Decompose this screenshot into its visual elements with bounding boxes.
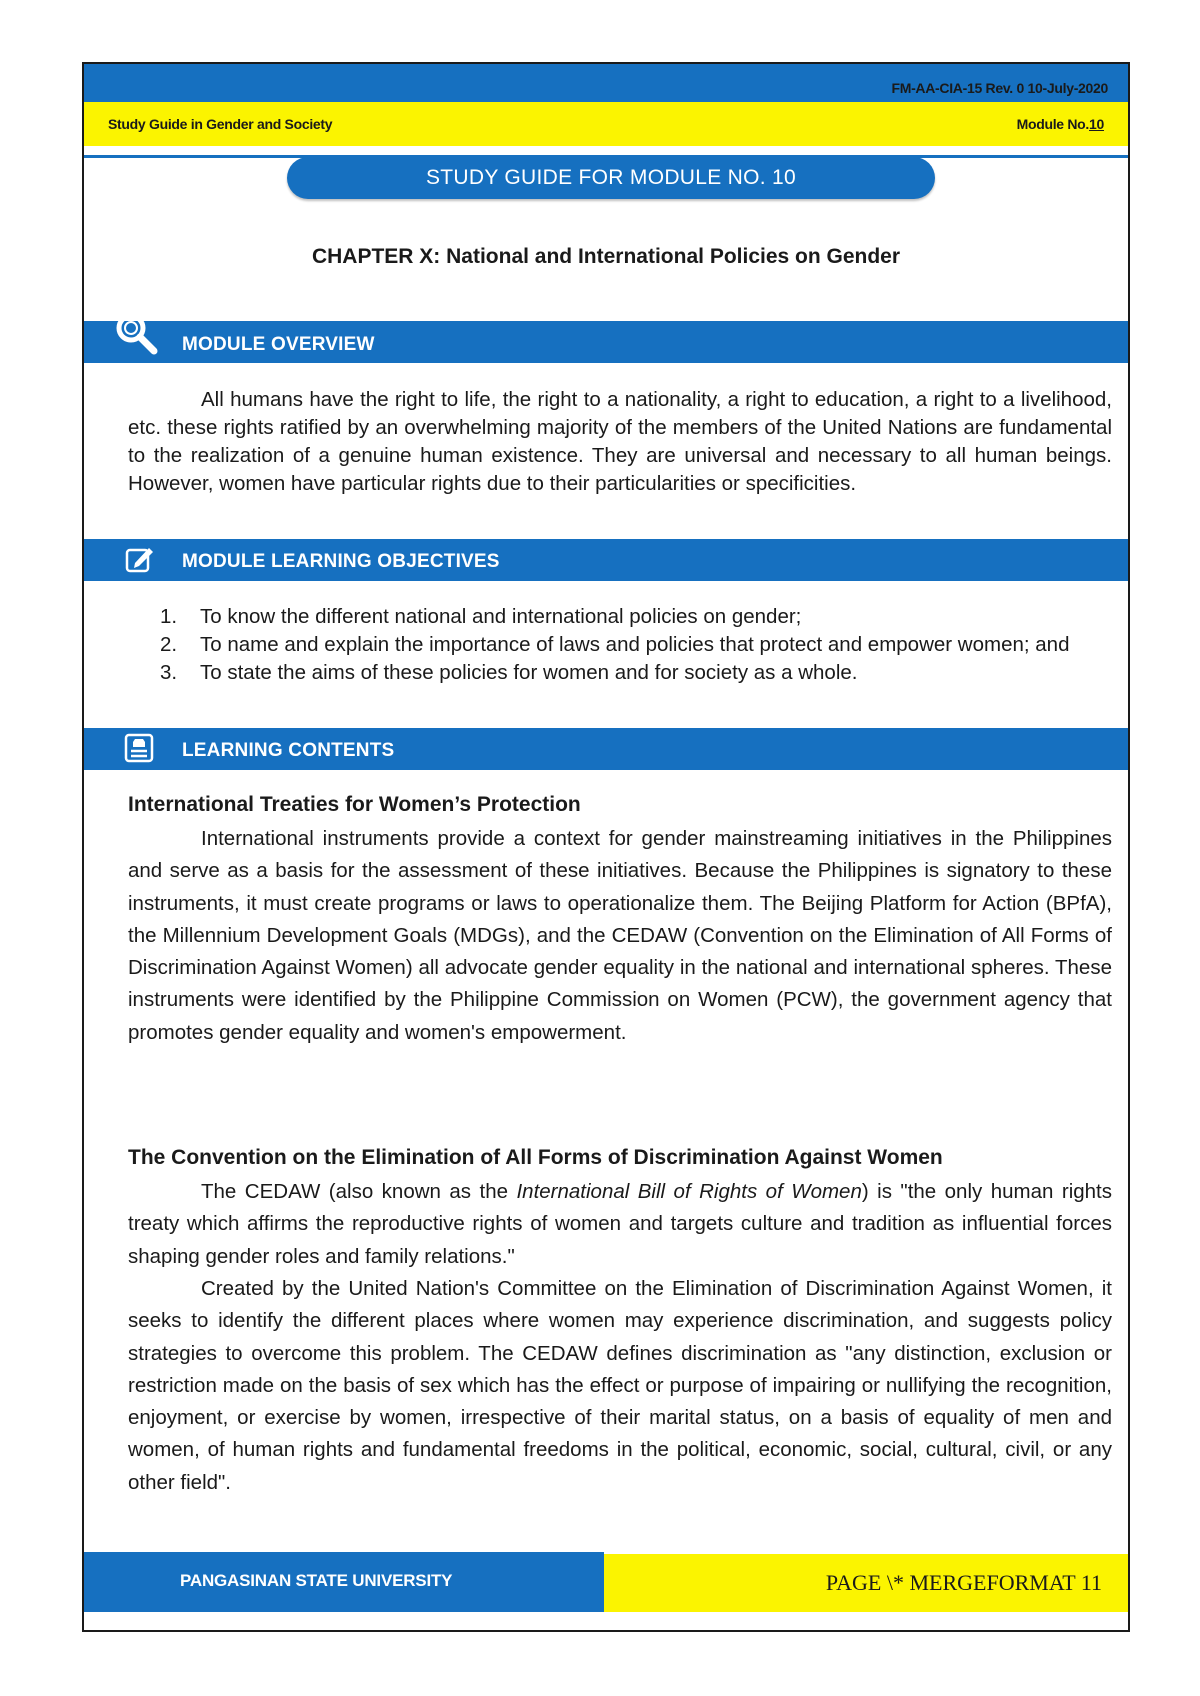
footer-university: PANGASINAN STATE UNIVERSITY: [180, 1571, 453, 1590]
section2-paragraph2: Created by the United Nation's Committee on the Elimination of Discrimination Against Women, it seeks to identify the different places where women may experience discrimination, and suggests policy strategies to overcome this problem. The CEDAW defines discrimination as "any distinction, exclusion or restriction made on the basis of sex which has the effect or purpose of impairing or nullifying the recognition, enjoyment, or exercise by women, irrespective of their marital status, on a basis of equality of men and women, of human rights and fundamental freedoms in the political, economic, social, cultural, civil, or any other field".: [128, 1277, 1112, 1494]
list-item: 2. To name and explain the importance of laws and policies that protect and empower women; and: [160, 633, 1070, 656]
module-number: [1017, 116, 1104, 132]
page-title: STUDY GUIDE FOR MODULE NO. 10: [287, 157, 935, 199]
magnifier-icon: [114, 311, 158, 359]
section1-text: International instruments provide a context for gender mainstreaming initiatives in the Philippines and serve as a basis for the assessment of these initiatives. Because the Philippines is signatory to these instruments, it must create programs or laws to operationalize them. The Beijing Platform for Action (BPfA), the Millennium Development Goals (MDGs), and the CEDAW (Convention on the Elimination of All Forms of Discrimination Against Women) all advocate gender equality in the national and international spheres. These instruments were identified by the Philippine Commission on Women (PCW), the government agency that promotes gender equality and women's empowerment.: [128, 827, 1112, 1044]
list-item: 3. To state the aims of these policies for women and for society as a whole.: [160, 661, 858, 684]
chapter-title: CHAPTER X: National and International Policies on Gender: [311, 245, 901, 268]
document-icon: [124, 733, 154, 763]
objectives-list: [160, 603, 1110, 687]
module-number-value: 10: [1089, 116, 1104, 132]
objectives-section-bar: [84, 539, 1128, 581]
contents-heading: LEARNING CONTENTS: [182, 740, 395, 761]
course-title: Study Guide in Gender and Society: [108, 116, 333, 132]
footer-page-number: PAGE \* MERGEFORMAT 11: [825, 1570, 1102, 1595]
italic-title: International Bill of Rights of Women: [516, 1180, 862, 1203]
module-label: Module No.: [1016, 116, 1090, 132]
overview-section-bar: [84, 321, 1128, 363]
contents-section-bar: [84, 728, 1128, 770]
objectives-heading: MODULE LEARNING OBJECTIVES: [182, 551, 500, 572]
section1-title: International Treaties for Women’s Protection: [128, 793, 581, 816]
section2-title: The Convention on the Elimination of All Forms of Discrimination Against Women: [128, 1146, 943, 1169]
edit-icon: [124, 544, 154, 574]
section2-paragraph1: The CEDAW (also known as the International Bill of Rights of Women) is "the only human rights treaty which affirms the reproductive rights of women and targets culture and tradition as influential forces shaping gender roles and family relations.": [128, 1180, 1112, 1268]
list-item: 1. To know the different national and international policies on gender;: [160, 605, 802, 628]
overview-text: All humans have the right to life, the right to a nationality, a right to education, a right to a livelihood, etc. these rights ratified by an overwhelming majority of the members of the United Nations are fundamental to the realization of a genuine human existence. They are universal and necessary to all human beings. However, women have particular rights due to their particularities or specificities.: [128, 388, 1112, 495]
overview-heading: MODULE OVERVIEW: [182, 334, 375, 355]
form-code: FM-AA-CIA-15 Rev. 0 10-July-2020: [891, 80, 1108, 96]
